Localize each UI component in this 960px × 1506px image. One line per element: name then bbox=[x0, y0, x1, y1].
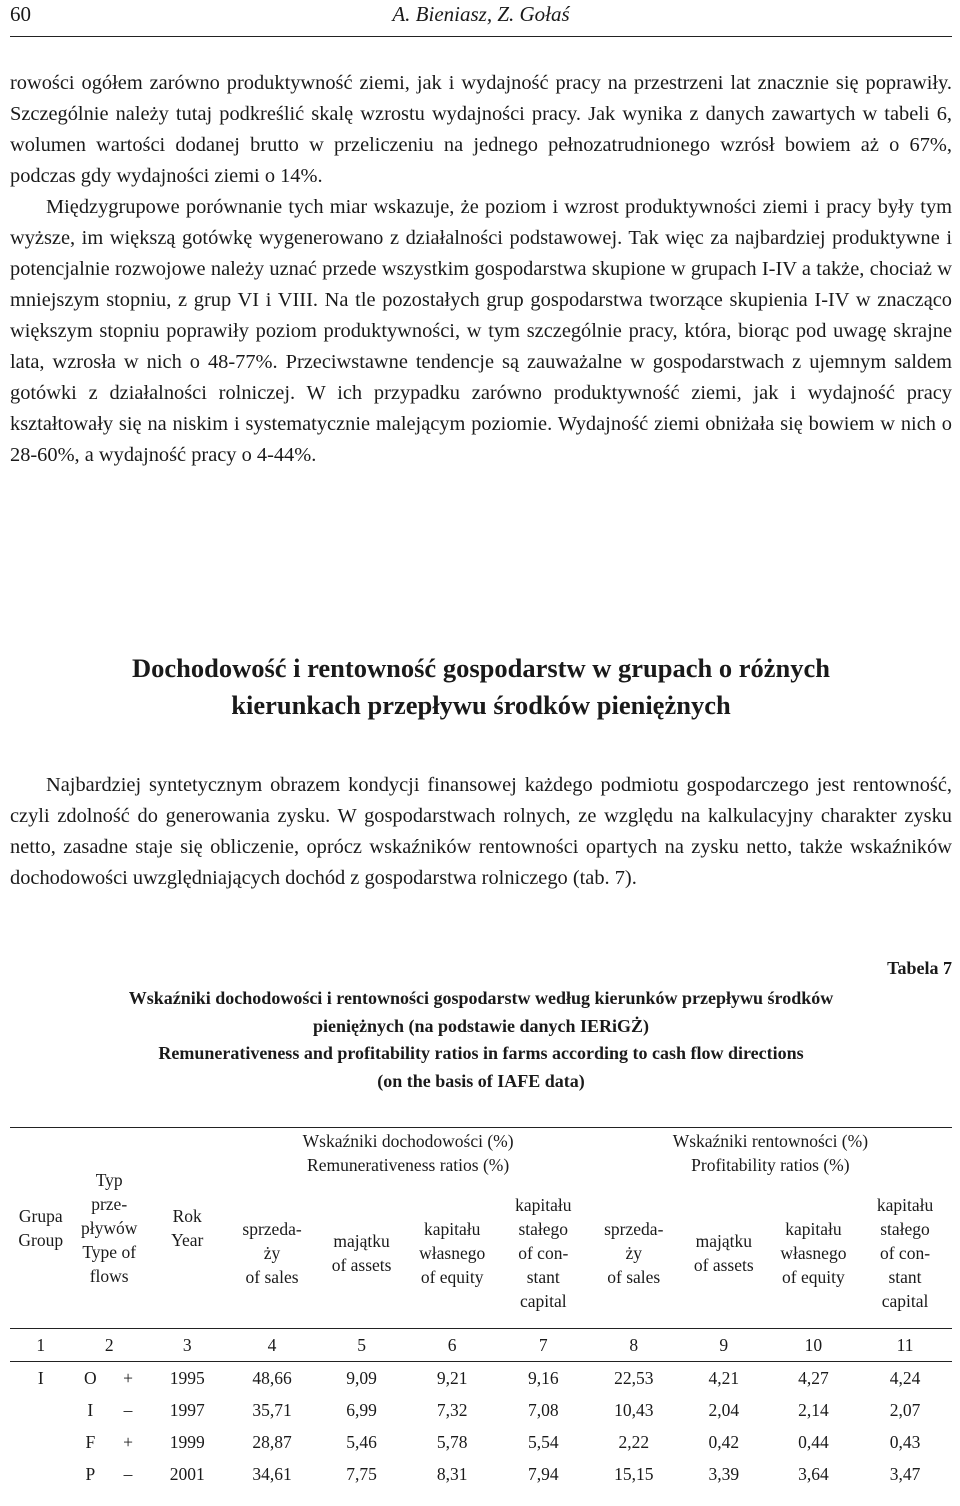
header-assets: majątku of assets bbox=[331, 1231, 392, 1275]
paragraph: Najbardziej syntetycznym obrazem kondycji finansowej każdego podmiotu gospodarczego jest rentowność, czyli zdolność do generowania zysku. W gospodarstwach rolnych, ze względu na kalkulacyjny charakter zysku netto, zasadne staje się obliczenie, oprócz wskaźników rentowności opartych na zysku netto, także wskaźników dochodowości uwzględniających dochód z gospodarstwa rolniczego (tab. 7). bbox=[10, 774, 952, 889]
caption-line: (on the basis of IAFE data) bbox=[377, 1070, 585, 1091]
table-caption bbox=[10, 985, 952, 1095]
table-label: Tabela 7 bbox=[887, 958, 952, 978]
data-table bbox=[10, 1127, 952, 1490]
body-text-section bbox=[10, 770, 952, 894]
header-constant-capital: kapitału stałego of con- stant capital bbox=[515, 1195, 572, 1311]
header-remunerativeness: Wskaźniki dochodowości (%) Remunerativeness ratios (%) bbox=[228, 1128, 589, 1179]
page-number: 60 bbox=[10, 2, 31, 26]
table-row: F + 1999 28,87 5,46 5,78 5,54 2,22 0,42 0,44 0,43 bbox=[85, 1432, 921, 1452]
header-constant-capital: kapitału stałego of con- stant capital bbox=[876, 1195, 934, 1311]
header-sales: sprzeda- ży of sales bbox=[604, 1219, 664, 1287]
table-row: I – 1997 35,71 6,99 7,32 7,08 10,43 2,04 2,14 2,07 bbox=[87, 1400, 921, 1420]
header-group: Grupa Group bbox=[10, 1128, 71, 1329]
paragraph: Międzygrupowe porównanie tych miar wskazuje, że poziom i wzrost produktywności ziemi i pracy były tym wyższe, im większą gotówkę wygenerowano z działalności podstawowej. Tak więc za najbardziej produktywne i potencjalnie rozwojowe należy uznać przede wszystkim gospodarstwa skupione w grupach I-IV a także, chociaż w mniejszym stopniu, z grup VI i VIII. Na tle pozostałych grup gospodarstwa tworzące skupienia I-IV w znacząco większym stopniu poprawiły poziom produktywności, w tym szczególnie pracy, która, biorąc pod uwagę skrajne lata, wzrosła w nich o 48-77%. Przeciwstawne tendencje są zauważalne w gospodarstwach z ujemnym saldem gotówki z działalności rolniczej. W ich przypadku zarówno produktywność ziemi, jak i wydajność pracy kształtowały się na niskim i systematycznie malejącym poziomie. Wydajność ziemi obniżała się bowiem w nich o 28-60%, a wydajność pracy o 4-44%. bbox=[10, 196, 952, 466]
column-number-row: 1 2 3 4 5 6 7 8 9 10 11 bbox=[10, 1329, 952, 1362]
header-sales: sprzeda- ży of sales bbox=[242, 1219, 302, 1287]
body-text-top bbox=[10, 68, 952, 471]
header-profitability: Wskaźniki rentowności (%) Profitability ratios (%) bbox=[589, 1128, 952, 1179]
header-year: Rok Year bbox=[147, 1128, 228, 1329]
table-row: I O + 1995 48,66 9,09 9,21 9,16 22,53 4,21 4,27 4,24 bbox=[10, 1362, 952, 1395]
caption-line: Remunerativeness and profitability ratios in farms according to cash flow directions bbox=[158, 1043, 804, 1063]
group-cell: I bbox=[10, 1362, 71, 1395]
header-assets: majątku of assets bbox=[693, 1231, 754, 1275]
caption-line: pieniężnych (na podstawie danych IERiGŻ) bbox=[312, 1015, 650, 1036]
header-equity: kapitału własnego of equity bbox=[780, 1219, 847, 1287]
running-header bbox=[10, 0, 952, 37]
section-heading bbox=[10, 650, 952, 724]
header-flow-type: Typ prze- pływów Type of flows bbox=[71, 1128, 146, 1329]
caption-line: Wskaźniki dochodowości i rentowności gospodarstw według kierunków przepływu środków bbox=[128, 988, 834, 1008]
paragraph: rowości ogółem zarówno produktywność ziemi, jak i wydajność pracy na przestrzeni lat znacznie się poprawiły. Szczególnie należy tutaj podkreślić skalę wzrostu wydajności pracy. Jak wynika z danych zawartych w tabeli 6, wolumen wartości dodanej brutto w przeliczeniu na jednego pełnozatrudnionego wzrósł bowiem aż o 67%, podczas gdy wydajności ziemi o 14%. bbox=[10, 72, 952, 187]
running-authors: A. Bieniasz, Z. Gołaś bbox=[392, 2, 570, 26]
header-equity: kapitału własnego of equity bbox=[419, 1219, 486, 1287]
section-heading-line: kierunkach przepływu środków pieniężnych bbox=[231, 690, 731, 720]
table-row: P – 2001 34,61 7,75 8,31 7,94 15,15 3,39 3,64 3,47 bbox=[85, 1464, 921, 1484]
section-heading-line: Dochodowość i rentowność gospodarstw w grupach o różnych bbox=[131, 653, 831, 683]
